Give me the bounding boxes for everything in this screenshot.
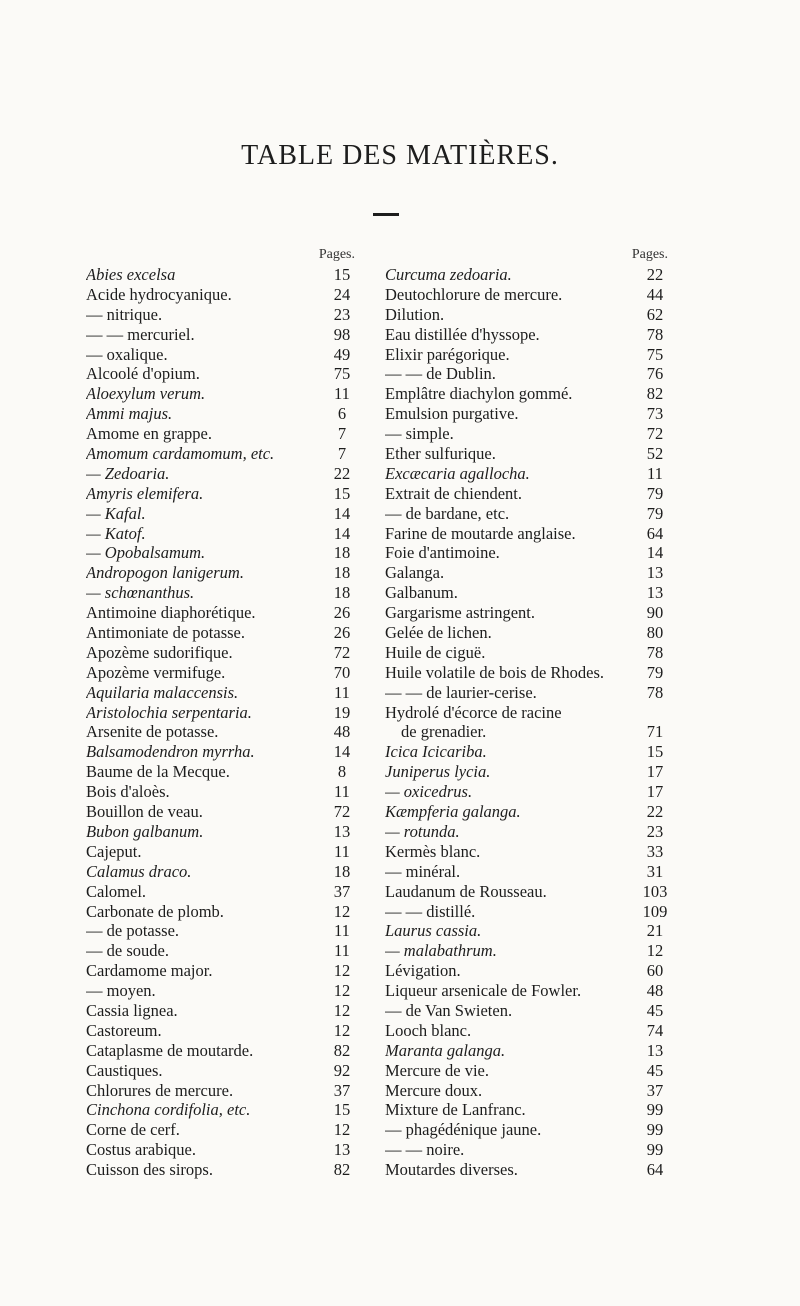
entry-name: — — de Dublin. (385, 364, 496, 384)
index-entry (385, 1160, 668, 1180)
entry-name: Galbanum. (385, 583, 458, 603)
entry-page-number: 12 (333, 1000, 351, 1020)
index-entry (385, 384, 668, 404)
entry-name: Dilution. (385, 304, 445, 324)
entry-name: Chlorures de mercure. (86, 1080, 234, 1100)
entry-page-number: 12 (333, 1020, 351, 1040)
entry-name: — Zedoaria. (86, 463, 170, 483)
entry-page-number: 12 (333, 981, 351, 1001)
entry-list (86, 265, 355, 1180)
entry-page-number: 22 (646, 802, 664, 822)
entry-name: Juniperus lycia. (385, 762, 491, 782)
entry-name: Apozème vermifuge. (86, 662, 226, 682)
entry-name: Liqueur arsenicale de Fowler. (385, 981, 582, 1001)
index-entry (86, 504, 355, 524)
entry-name: Foie d'antimoine. (385, 543, 500, 563)
entry-page-number: 71 (646, 722, 664, 742)
entry-name: Icica Icicariba. (385, 742, 487, 762)
entry-name: Amomum cardamomum, etc. (86, 444, 275, 464)
entry-name: Lévigation. (385, 961, 461, 981)
entry-page-number: 78 (646, 324, 664, 344)
index-entry (86, 305, 355, 325)
entry-page-number: 11 (334, 782, 350, 802)
entry-page-number: 12 (333, 901, 351, 921)
index-entry (86, 663, 355, 683)
index-entry (385, 623, 668, 643)
index-entry (385, 524, 668, 544)
entry-page-number: 62 (646, 304, 664, 324)
entry-page-number: 31 (646, 861, 664, 881)
entry-page-number: 64 (646, 1160, 664, 1180)
index-entry (86, 782, 355, 802)
entry-page-number: 72 (333, 642, 351, 662)
entry-name: Hydrolé d'écorce de racine (385, 702, 562, 722)
index-entry (86, 643, 355, 663)
entry-name: — — distillé. (385, 901, 476, 921)
entry-page-number: 103 (642, 881, 668, 901)
entry-name: Costus arabique. (86, 1140, 196, 1160)
entry-name: — oxalique. (86, 344, 168, 364)
index-entry (86, 882, 355, 902)
entry-name: Arsenite de potasse. (86, 722, 219, 742)
index-entry (385, 921, 668, 941)
entry-name: Andropogon lanigerum. (86, 563, 244, 583)
entry-page-number: 22 (333, 463, 351, 483)
entry-name: Gargarisme astringent. (385, 603, 535, 623)
entry-page-number: 15 (333, 265, 351, 284)
entry-page-number: 13 (646, 583, 664, 603)
entry-page-number: 21 (646, 921, 664, 941)
entry-page-number: 18 (333, 861, 351, 881)
index-entry (86, 1160, 355, 1180)
entry-page-number: 12 (333, 961, 351, 981)
entry-name: Huile de ciguë. (385, 642, 486, 662)
entry-page-number: 99 (646, 1120, 664, 1140)
entry-name: — schœnanthus. (86, 583, 195, 603)
index-entry (385, 1021, 668, 1041)
page-title: TABLE DES MATIÈRES. (241, 140, 559, 171)
index-column-right (385, 245, 668, 1180)
entry-name: Kermès blanc. (385, 841, 481, 861)
index-entry (86, 961, 355, 981)
index-entry (385, 305, 668, 325)
entry-name: Antimoine diaphorétique. (86, 603, 256, 623)
index-entry (86, 1041, 355, 1061)
entry-name: Ammi majus. (86, 404, 173, 424)
index-entry (385, 941, 668, 961)
entry-name: Maranta galanga. (385, 1040, 506, 1060)
index-entry (86, 1081, 355, 1101)
entry-page-number: 80 (646, 623, 664, 643)
index-entry (86, 981, 355, 1001)
entry-name: Gelée de lichen. (385, 623, 492, 643)
entry-name: Mercure de vie. (385, 1060, 489, 1080)
entry-name: Calamus draco. (86, 861, 192, 881)
index-entry (86, 364, 355, 384)
index-entry (385, 1081, 668, 1101)
entry-name: Apozème sudorifique. (86, 642, 233, 662)
entry-name: — — de laurier-cerise. (385, 682, 537, 702)
entry-page-number: 99 (646, 1100, 664, 1120)
entry-name: Emulsion purgative. (385, 404, 519, 424)
entry-page-number: 64 (646, 523, 664, 543)
entry-name: Bouillon de veau. (86, 802, 203, 822)
entry-page-number: 109 (642, 901, 668, 921)
index-entry (385, 325, 668, 345)
index-entry (385, 464, 668, 484)
entry-page-number: 82 (646, 384, 664, 404)
entry-name: Abies excelsa (86, 265, 176, 284)
entry-page-number: 44 (646, 284, 664, 304)
index-entry (385, 822, 668, 842)
entry-page-number: 78 (646, 642, 664, 662)
index-entry (385, 345, 668, 365)
entry-page-number: 33 (646, 841, 664, 861)
index-column-left (86, 245, 355, 1180)
index-entry (86, 703, 355, 723)
index-entry (86, 265, 355, 285)
entry-name: Ether sulfurique. (385, 444, 496, 464)
entry-page-number: 45 (646, 1060, 664, 1080)
entry-page-number: 79 (646, 503, 664, 523)
index-entry (385, 1041, 668, 1061)
index-entry (385, 424, 668, 444)
entry-page-number: 70 (333, 662, 351, 682)
entry-page-number: 48 (646, 981, 664, 1001)
title-rule (373, 213, 399, 216)
entry-page-number: 37 (333, 881, 351, 901)
index-entry (385, 703, 668, 723)
entry-name: Mixture de Lanfranc. (385, 1100, 526, 1120)
index-entry (385, 663, 668, 683)
entry-page-number: 18 (333, 563, 351, 583)
entry-page-number: 79 (646, 662, 664, 682)
index-entry (86, 941, 355, 961)
entry-name: Emplâtre diachylon gommé. (385, 384, 573, 404)
entry-name: Aloexylum verum. (86, 384, 206, 404)
index-entry (385, 1120, 668, 1140)
entry-page-number: 48 (333, 722, 351, 742)
index-entry (385, 961, 668, 981)
entry-page-number: 24 (333, 284, 351, 304)
entry-page-number: 13 (646, 1040, 664, 1060)
entry-page-number: 82 (333, 1040, 351, 1060)
index-entry (385, 1100, 668, 1120)
index-entry (86, 623, 355, 643)
entry-name: Moutardes diverses. (385, 1160, 518, 1180)
entry-name: — phagédénique jaune. (385, 1120, 542, 1140)
index-entry (86, 1001, 355, 1021)
entry-page-number: 92 (333, 1060, 351, 1080)
entry-name: — de soude. (86, 941, 169, 961)
entry-name: Cassia lignea. (86, 1000, 178, 1020)
entry-name: — Kafal. (86, 503, 146, 523)
entry-name: Mercure doux. (385, 1080, 483, 1100)
entry-name: Acide hydrocyanique. (86, 284, 232, 304)
entry-name: Balsamodendron myrrha. (86, 742, 255, 762)
entry-page-number: 52 (646, 444, 664, 464)
entry-page-number: 14 (333, 742, 351, 762)
index-entry (385, 902, 668, 922)
entry-name: de grenadier. (401, 722, 487, 742)
index-entry (385, 265, 668, 285)
index-entry (86, 742, 355, 762)
entry-page-number: 12 (333, 1120, 351, 1140)
entry-name: — de potasse. (86, 921, 180, 941)
index-entry (385, 643, 668, 663)
entry-name: Galanga. (385, 563, 445, 583)
entry-page-number: 15 (646, 742, 664, 762)
index-entry (385, 862, 668, 882)
entry-page-number: 99 (646, 1140, 664, 1160)
entry-name: — malabathrum. (385, 941, 497, 961)
index-entry (86, 1100, 355, 1120)
entry-name: Carbonate de plomb. (86, 901, 224, 921)
entry-name: Excæcaria agallocha. (385, 463, 530, 483)
entry-name: Calomel. (86, 881, 147, 901)
index-entry (385, 504, 668, 524)
entry-name: Cinchona cordifolia, etc. (86, 1100, 251, 1120)
entry-page-number: 75 (646, 344, 664, 364)
entry-name: — de bardane, etc. (385, 503, 510, 523)
entry-page-number: 13 (333, 1140, 351, 1160)
index-entry (385, 444, 668, 464)
entry-page-number: 37 (333, 1080, 351, 1100)
entry-page-number: 11 (647, 463, 663, 483)
entry-page-number: 22 (646, 265, 664, 284)
index-entry (86, 345, 355, 365)
entry-page-number: 73 (646, 404, 664, 424)
index-entry (385, 364, 668, 384)
entry-name: Antimoniate de potasse. (86, 623, 246, 643)
entry-page-number: 82 (333, 1160, 351, 1180)
index-entry (86, 1120, 355, 1140)
index-entry (385, 842, 668, 862)
index-entry (86, 583, 355, 603)
entry-page-number: 8 (337, 762, 347, 782)
entry-page-number: 78 (646, 682, 664, 702)
entry-page-number: 79 (646, 483, 664, 503)
entry-page-number: 18 (333, 583, 351, 603)
entry-page-number: 75 (333, 364, 351, 384)
entry-name: Caustiques. (86, 1060, 163, 1080)
entry-name: Amome en grappe. (86, 424, 212, 444)
entry-name: Cajeput. (86, 841, 142, 861)
index-entry (86, 325, 355, 345)
entry-name: Corne de cerf. (86, 1120, 180, 1140)
index-entry (385, 583, 668, 603)
entry-name: — de Van Swieten. (385, 1000, 513, 1020)
index-entry (86, 762, 355, 782)
entry-list (385, 265, 668, 1180)
entry-name: Aristolochia serpentaria. (86, 702, 252, 722)
entry-page-number: 7 (337, 424, 347, 444)
entry-page-number: 11 (334, 841, 350, 861)
pages-header: Pages. (318, 247, 355, 262)
index-entry (385, 404, 668, 424)
entry-name: — oxicedrus. (385, 782, 473, 802)
entry-name: Farine de moutarde anglaise. (385, 523, 576, 543)
entry-page-number: 15 (333, 1100, 351, 1120)
entry-name: — — noire. (385, 1140, 465, 1160)
entry-name: — — mercuriel. (86, 324, 195, 344)
entry-page-number: 15 (333, 483, 351, 503)
entry-name: Laurus cassia. (385, 921, 482, 941)
entry-name: Laudanum de Rousseau. (385, 881, 547, 901)
entry-page-number: 37 (646, 1080, 664, 1100)
entry-name: Cataplasme de moutarde. (86, 1040, 254, 1060)
index-entry (86, 543, 355, 563)
index-entry (385, 1001, 668, 1021)
index-entry (86, 802, 355, 822)
entry-name: Cardamome major. (86, 961, 213, 981)
index-entry (86, 822, 355, 842)
index-entry (385, 722, 668, 742)
entry-page-number: 13 (333, 821, 351, 841)
entry-name: Bubon galbanum. (86, 821, 204, 841)
index-entry (86, 902, 355, 922)
entry-page-number: 72 (333, 802, 351, 822)
entry-name: Extrait de chiendent. (385, 483, 522, 503)
entry-page-number: 17 (646, 762, 664, 782)
entry-page-number: 74 (646, 1020, 664, 1040)
entry-name: Deutochlorure de mercure. (385, 284, 563, 304)
index-entry (86, 484, 355, 504)
entry-page-number: 45 (646, 1000, 664, 1020)
index-entry (385, 285, 668, 305)
entry-name: Cuisson des sirops. (86, 1160, 213, 1180)
entry-name: — simple. (385, 424, 454, 444)
entry-name: — moyen. (86, 981, 156, 1001)
entry-page-number: 13 (646, 563, 664, 583)
entry-page-number: 90 (646, 603, 664, 623)
entry-page-number: 14 (333, 503, 351, 523)
index-entry (86, 1021, 355, 1041)
entry-page-number: 14 (333, 523, 351, 543)
index-entry (86, 424, 355, 444)
index-entry (385, 563, 668, 583)
index-entry (86, 384, 355, 404)
index-entry (86, 285, 355, 305)
entry-page-number: 6 (337, 404, 347, 424)
entry-page-number: 23 (333, 304, 351, 324)
entry-page-number: 18 (333, 543, 351, 563)
index-entry (385, 981, 668, 1001)
index-entry (86, 1140, 355, 1160)
entry-name: Curcuma zedoaria. (385, 265, 512, 284)
index-entry (385, 1061, 668, 1081)
index-entry (86, 1061, 355, 1081)
entry-name: — nitrique. (86, 304, 163, 324)
entry-name: Huile volatile de bois de Rhodes. (385, 662, 605, 682)
entry-name: — Katof. (86, 523, 146, 543)
index-entry (385, 742, 668, 762)
entry-name: Castoreum. (86, 1020, 162, 1040)
index-entry (86, 862, 355, 882)
entry-name: Alcoolé d'opium. (86, 364, 200, 384)
entry-page-number: 7 (337, 444, 347, 464)
pages-header: Pages. (631, 247, 668, 262)
index-entry (86, 603, 355, 623)
entry-page-number: 12 (646, 941, 664, 961)
index-entry (385, 484, 668, 504)
entry-name: Eau distillée d'hyssope. (385, 324, 540, 344)
index-entry (385, 882, 668, 902)
index-entry (385, 683, 668, 703)
index-entry (86, 464, 355, 484)
entry-page-number: 17 (646, 782, 664, 802)
index-entry (86, 563, 355, 583)
index-entry (385, 543, 668, 563)
entry-name: Aquilaria malaccensis. (86, 682, 239, 702)
entry-page-number: 11 (334, 921, 350, 941)
entry-page-number: 49 (333, 344, 351, 364)
index-entry (385, 1140, 668, 1160)
index-entry (86, 444, 355, 464)
entry-page-number: 60 (646, 961, 664, 981)
index-entry (86, 921, 355, 941)
entry-page-number: 11 (334, 384, 350, 404)
entry-page-number: 23 (646, 821, 664, 841)
index-entry (86, 683, 355, 703)
entry-name: Baume de la Mecque. (86, 762, 230, 782)
index-entry (385, 782, 668, 802)
entry-page-number: 19 (333, 702, 351, 722)
index-entry (86, 842, 355, 862)
index-entry (86, 722, 355, 742)
entry-name: Bois d'aloès. (86, 782, 170, 802)
entry-page-number: 11 (334, 941, 350, 961)
entry-page-number: 11 (334, 682, 350, 702)
index-entry (385, 802, 668, 822)
entry-page-number: 26 (333, 603, 351, 623)
index-entry (86, 524, 355, 544)
index-entry (385, 603, 668, 623)
entry-page-number: 26 (333, 623, 351, 643)
entry-name: Looch blanc. (385, 1020, 472, 1040)
entry-page-number: 72 (646, 424, 664, 444)
entry-name: — minéral. (385, 861, 461, 881)
entry-name: Amyris elemifera. (86, 483, 204, 503)
entry-name: Kæmpferia galanga. (385, 802, 521, 822)
entry-page-number: 76 (646, 364, 664, 384)
entry-name: — rotunda. (385, 821, 460, 841)
entry-name: Elixir parégorique. (385, 344, 510, 364)
entry-page-number: 14 (646, 543, 664, 563)
entry-name: — Opobalsamum. (86, 543, 206, 563)
index-entry (385, 762, 668, 782)
index-entry (86, 404, 355, 424)
entry-page-number: 98 (333, 324, 351, 344)
